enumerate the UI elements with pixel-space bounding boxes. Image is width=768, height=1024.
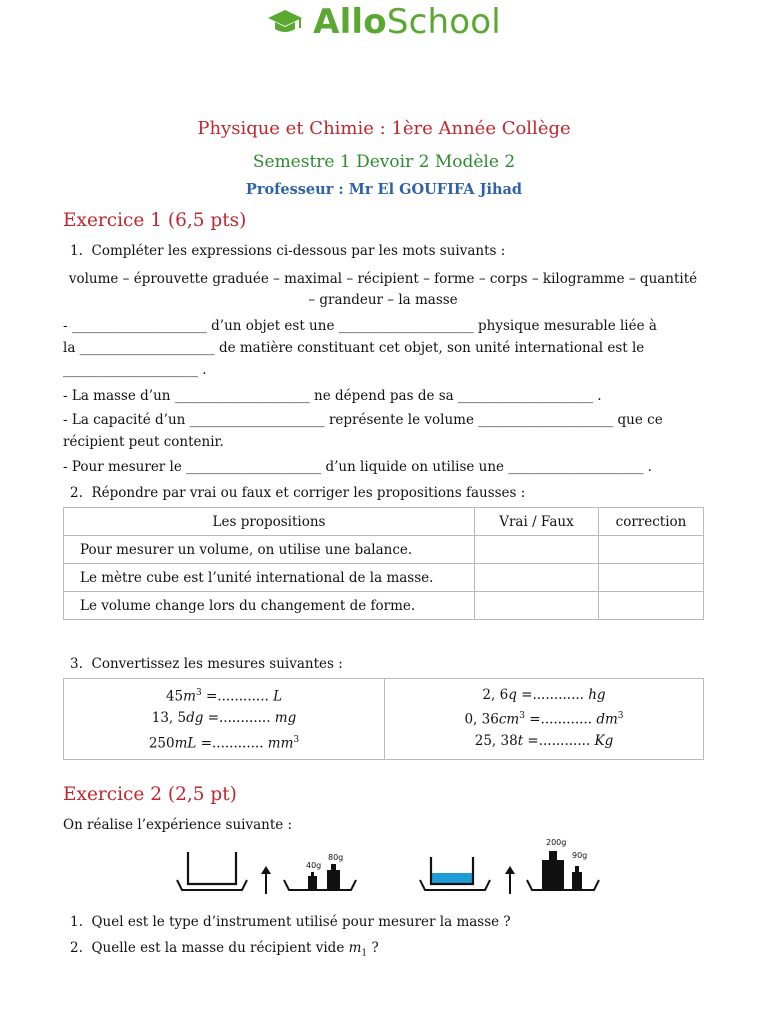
sentence-3: - La capacité d’un ____________________ représente le volume ____________________ que ce récipient peut contenir. [63, 412, 663, 450]
word-list: volume – éprouvette graduée – maximal – récipient – forme – corps – kilogramme – quantité – grandeur – la masse [68, 271, 698, 308]
conversion-table [63, 678, 704, 760]
question-1-2: 2. Répondre par vrai ou faux et corriger les propositions fausses : [70, 485, 526, 501]
vrai-faux-cell[interactable] [475, 592, 599, 620]
exercise-1-title: Exercice 1 (6,5 pts) [63, 210, 247, 231]
correction-cell[interactable] [599, 536, 704, 564]
arrow-up-icon [505, 866, 515, 894]
teacher-name: Professeur : Mr El GOUFIFA Jihad [245, 181, 523, 198]
conversion-item-right-2: 25, 38t =............ Kg [474, 733, 614, 750]
question-2-2: 2. Quelle est la masse du récipient vide $m_1$ ? [70, 940, 379, 959]
question-2-1: 1. Quel est le type d’instrument utilisé pour mesurer la masse ? [70, 914, 511, 930]
correction-cell[interactable] [599, 564, 704, 592]
header-correction: correction [599, 508, 704, 536]
weight-label-80g: 80g [328, 853, 344, 862]
page-subtitle: Semestre 1 Devoir 2 Modèle 2 [252, 152, 516, 172]
sentence-2: - La masse d’un ____________________ ne dépend pas de sa ____________________ . [63, 388, 602, 404]
conversion-item-left-0: $45m^3$ =............ L [165, 688, 283, 705]
conversion-item-right-0: 2, 6q =............ hg [482, 686, 606, 703]
conversion-item-right-1: 0, $36cm^3$ =............ $dm^3$ [464, 711, 624, 728]
correction-cell[interactable] [599, 592, 704, 620]
question-1-3: 3. Convertissez les mesures suivantes : [70, 656, 343, 672]
exercise-2-title: Exercice 2 (2,5 pt) [63, 784, 237, 805]
arrow-up-icon [261, 866, 271, 894]
sentence-1: - ____________________ d’un objet est une ____________________ physique mesurable liée à la ____________________ de matière constituant cet objet, son unité international est le ____________________ . [63, 318, 657, 378]
weights-right-icon [527, 851, 599, 890]
conversion-item-left-1: 13, 5dg =............ mg [151, 710, 297, 726]
balance-experiment-diagram [170, 832, 610, 902]
page-title: Physique et Chimie : 1ère Année Collège [197, 118, 571, 139]
vrai-faux-cell[interactable] [475, 564, 599, 592]
conversion-right-column [385, 679, 704, 760]
weight-label-200g: 200g [546, 838, 567, 847]
conversion-left-column [64, 679, 385, 760]
proposition-cell: Pour mesurer un volume, on utilise une balance. [64, 536, 475, 564]
exercise-2-intro: On réalise l’expérience suivante : [63, 817, 293, 833]
weight-label-40g: 40g [306, 861, 322, 870]
graduation-cap-icon [267, 8, 303, 36]
table-row [64, 536, 704, 564]
logo-text: AlloSchool [313, 2, 501, 42]
header-propositions: Les propositions [64, 508, 475, 536]
vrai-faux-cell[interactable] [475, 536, 599, 564]
table-row [64, 592, 704, 620]
sentence-4: - Pour mesurer le ____________________ d’un liquide on utilise une ____________________ . [63, 459, 652, 475]
weight-label-90g: 90g [572, 851, 588, 860]
filled-container-icon [420, 857, 490, 890]
table-header-row [64, 508, 704, 536]
conversion-item-left-2: 250mL =............ $mm^3$ [148, 734, 300, 751]
table-row [64, 564, 704, 592]
question-1-1: 1. Compléter les expressions ci-dessous par les mots suivants : [70, 243, 506, 259]
proposition-cell: Le mètre cube est l’unité international de la masse. [64, 564, 475, 592]
proposition-cell: Le volume change lors du changement de forme. [64, 592, 475, 620]
empty-container-icon [177, 852, 247, 890]
true-false-table [63, 507, 704, 620]
alloschool-logo [0, 0, 768, 44]
header-vrai-faux: Vrai / Faux [475, 508, 599, 536]
